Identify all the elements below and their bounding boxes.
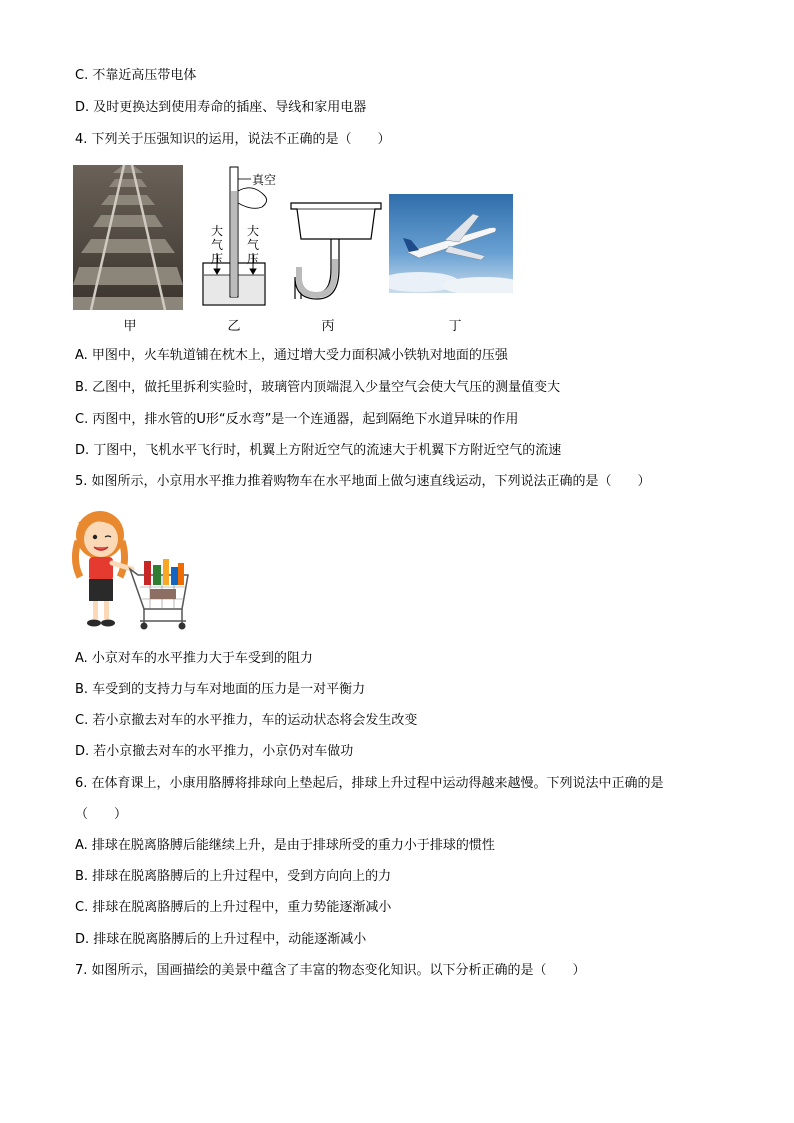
q6-option-d: D. 排球在脱离胳膊后的上升过程中，动能逐渐减小 xyxy=(75,932,367,947)
q5-option-c: C. 若小京撤去对车的水平推力，车的运动状态将会发生改变 xyxy=(75,713,418,728)
q6-option-a: A. 排球在脱离胳膊后能继续上升，是由于排球所受的重力小于排球的惯性 xyxy=(75,838,495,853)
railway-track-figure xyxy=(73,165,183,310)
q6-option-b: B. 排球在脱离胳膊后的上升过程中，受到方向向上的力 xyxy=(75,869,392,884)
q4-option-d: D. 丁图中，飞机水平飞行时，机翼上方附近空气的流速大于机翼下方附近空气的流速 xyxy=(75,443,562,458)
q4-option-c: C. 丙图中，排水管的U形“反水弯”是一个连通器，起到隔绝下水道异味的作用 xyxy=(75,412,519,427)
girl-shopping-cart-figure xyxy=(70,505,195,635)
q3-option-d: D. 及时更换达到使用寿命的插座、导线和家用电器 xyxy=(75,100,367,115)
q3-option-c: C. 不靠近高压带电体 xyxy=(75,68,197,83)
q5-stem: 5. 如图所示，小京用水平推力推着购物车在水平地面上做匀速直线运动，下列说法正确的是（ ） xyxy=(75,474,651,489)
drain-trap-figure xyxy=(287,195,387,300)
figure-caption-bing: 丙 xyxy=(321,319,335,334)
q5-option-a: A. 小京对车的水平推力大于车受到的阻力 xyxy=(75,651,313,666)
vacuum-label: 真空 xyxy=(252,173,277,187)
figure-caption-ding: 丁 xyxy=(448,319,462,334)
figure-caption-yi: 乙 xyxy=(227,319,241,334)
q5-option-b: B. 车受到的支持力与车对地面的压力是一对平衡力 xyxy=(75,682,366,697)
air-pressure-label-left: 大 气 压 xyxy=(211,224,224,266)
figure-caption-jia: 甲 xyxy=(123,319,137,334)
q6-option-c: C. 排球在脱离胳膊后的上升过程中，重力势能逐渐减小 xyxy=(75,900,392,915)
q7-stem: 7. 如图所示，国画描绘的美景中蕴含了丰富的物态变化知识。以下分析正确的是（ ） xyxy=(75,963,586,978)
q5-option-d: D. 若小京撤去对车的水平推力，小京仍对车做功 xyxy=(75,744,354,759)
airplane-figure xyxy=(389,194,513,293)
q6-stem: 6. 在体育课上，小康用胳膊将排球向上垫起后，排球上升过程中运动得越来越慢。下列说法中正确的是 xyxy=(75,776,664,791)
q4-stem: 4. 下列关于压强知识的运用，说法不正确的是（ ） xyxy=(75,132,391,147)
air-pressure-label-right: 大 气 压 xyxy=(247,224,260,266)
q4-option-a: A. 甲图中，火车轨道铺在枕木上，通过增大受力面积减小铁轨对地面的压强 xyxy=(75,348,508,363)
q6-stem-continuation: （ ） xyxy=(75,807,128,822)
q4-option-b: B. 乙图中，做托里拆利实验时，玻璃管内顶端混入少量空气会使大气压的测量值变大 xyxy=(75,380,561,395)
